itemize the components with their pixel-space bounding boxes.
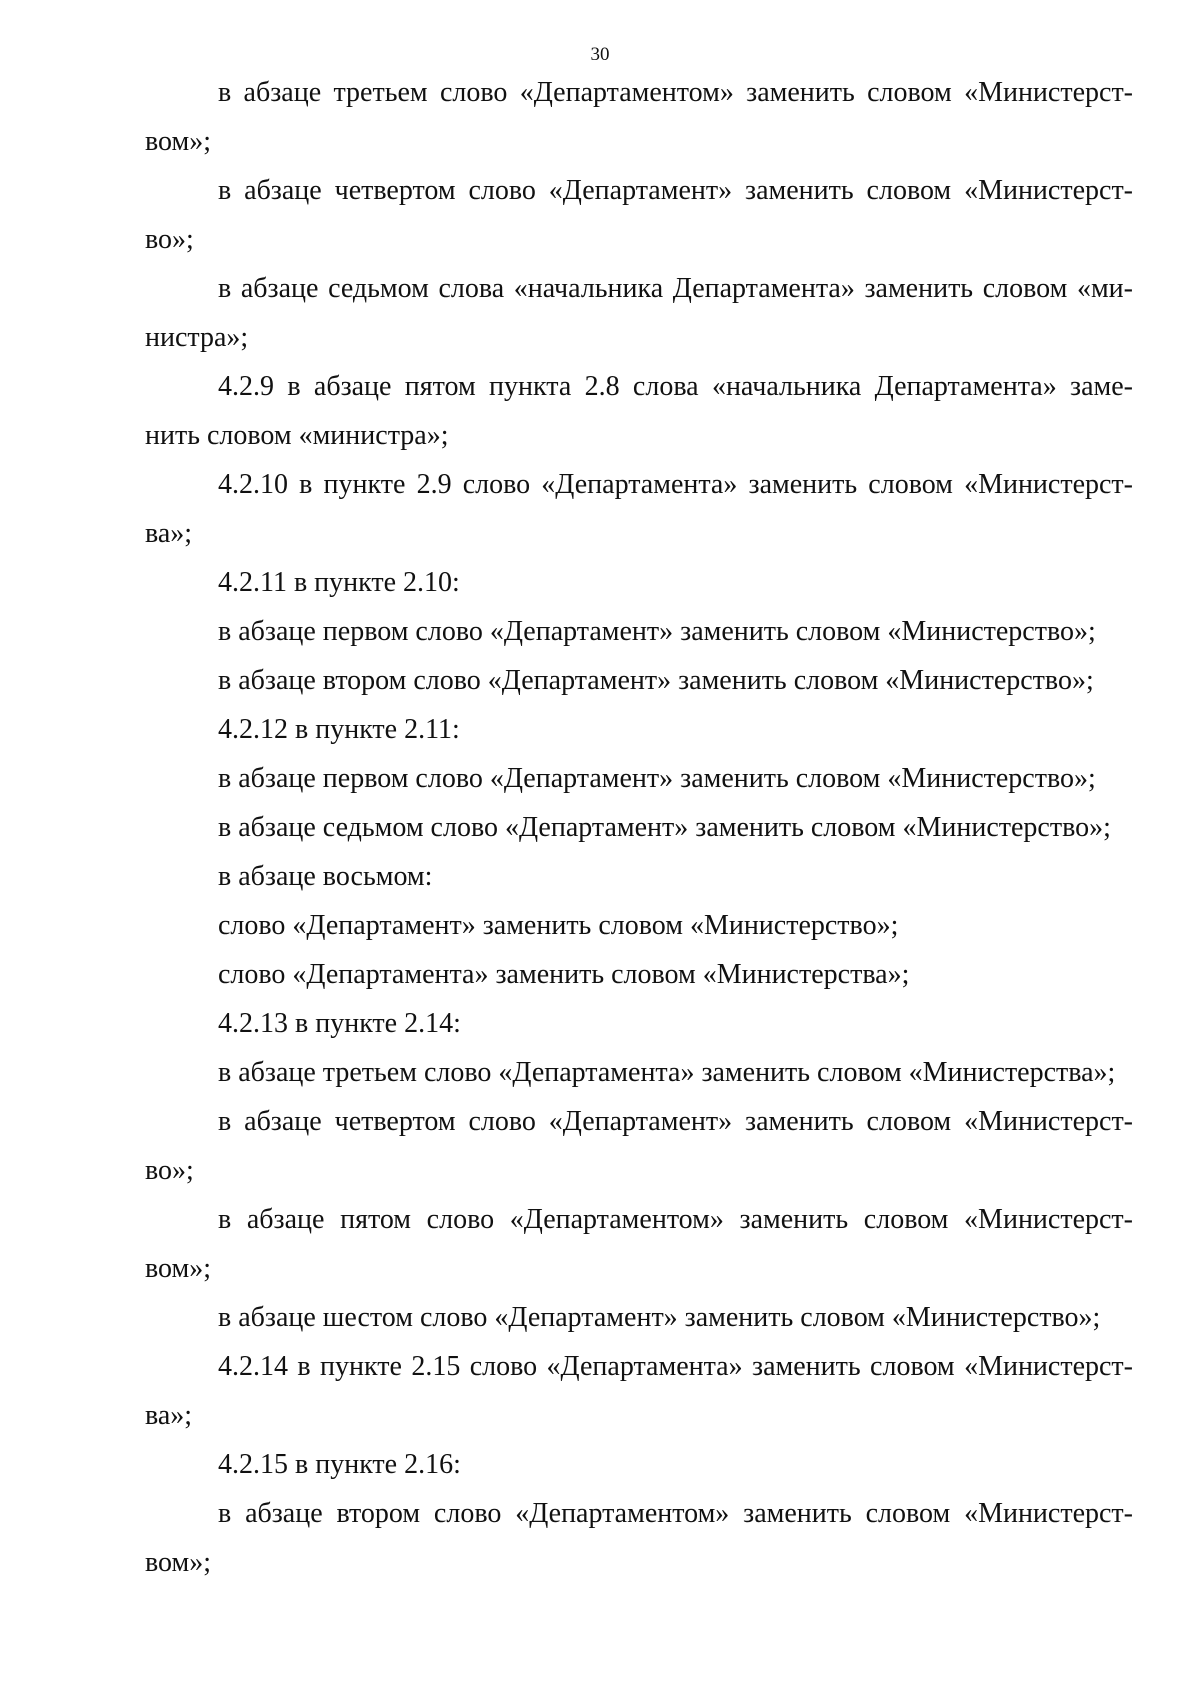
paragraph [145, 1342, 1133, 1440]
paragraph [145, 656, 1133, 705]
paragraph-line: слово «Департамента» заменить словом «Министерства»; [218, 959, 910, 990]
paragraph-line: в абзаце четвертом слово «Департамент» заменить словом «Министерст- [218, 175, 1133, 206]
paragraph-line: в абзаце восьмом: [218, 861, 433, 892]
paragraph-line: во»; [145, 224, 194, 255]
paragraph [145, 901, 1133, 950]
paragraph-line: ва»; [145, 1400, 193, 1431]
paragraph [145, 264, 1133, 362]
paragraph-line: в абзаце седьмом слова «начальника Департамента» заменить словом «ми- [218, 273, 1133, 304]
paragraph-line: в абзаце втором слово «Департамент» заменить словом «Министерство»; [218, 665, 1094, 696]
paragraph [145, 803, 1133, 852]
paragraph-line: 4.2.15 в пункте 2.16: [218, 1449, 461, 1480]
paragraph-line: в абзаце первом слово «Департамент» заменить словом «Министерство»; [218, 763, 1096, 794]
paragraph [145, 1097, 1133, 1195]
paragraph [145, 1048, 1133, 1097]
paragraph [145, 166, 1133, 264]
paragraph [145, 999, 1133, 1048]
paragraph-line: 4.2.13 в пункте 2.14: [218, 1008, 461, 1039]
paragraph-line: во»; [145, 1155, 194, 1186]
paragraph-line: 4.2.11 в пункте 2.10: [218, 567, 460, 598]
paragraph [145, 852, 1133, 901]
paragraph [145, 460, 1133, 558]
document-body [145, 68, 1133, 1587]
paragraph-line: вом»; [145, 126, 211, 157]
paragraph-line: в абзаце первом слово «Департамент» заменить словом «Министерство»; [218, 616, 1096, 647]
paragraph-line: вом»; [145, 1253, 211, 1284]
paragraph-line: в абзаце третьем слово «Департаментом» заменить словом «Министерст- [218, 77, 1133, 108]
paragraph-line: в абзаце четвертом слово «Департамент» заменить словом «Министерст- [218, 1106, 1133, 1137]
paragraph [145, 1440, 1133, 1489]
paragraph-line: в абзаце втором слово «Департаментом» заменить словом «Министерст- [218, 1498, 1133, 1529]
paragraph-line: 4.2.10 в пункте 2.9 слово «Департамента» заменить словом «Министерст- [218, 469, 1133, 500]
paragraph [145, 1195, 1133, 1293]
paragraph [145, 950, 1133, 999]
paragraph-line: в абзаце третьем слово «Департамента» заменить словом «Министерства»; [218, 1057, 1116, 1088]
paragraph [145, 1489, 1133, 1587]
paragraph [145, 362, 1133, 460]
paragraph-line: в абзаце пятом слово «Департаментом» заменить словом «Министерст- [218, 1204, 1133, 1235]
paragraph [145, 558, 1133, 607]
paragraph-line: в абзаце шестом слово «Департамент» заменить словом «Министерство»; [218, 1302, 1101, 1333]
paragraph-line: слово «Департамент» заменить словом «Министерство»; [218, 910, 899, 941]
paragraph [145, 754, 1133, 803]
paragraph-line: ва»; [145, 518, 193, 549]
paragraph-line: вом»; [145, 1547, 211, 1578]
paragraph-line: 4.2.9 в абзаце пятом пункта 2.8 слова «начальника Департамента» заме- [218, 371, 1133, 402]
paragraph-line: нистра»; [145, 322, 249, 353]
paragraph [145, 1293, 1133, 1342]
paragraph-line: нить словом «министра»; [145, 420, 449, 451]
paragraph [145, 705, 1133, 754]
page-number: 30 [590, 44, 610, 65]
paragraph-line: в абзаце седьмом слово «Департамент» заменить словом «Министерство»; [218, 812, 1111, 843]
paragraph [145, 607, 1133, 656]
paragraph-line: 4.2.12 в пункте 2.11: [218, 714, 460, 745]
paragraph-line: 4.2.14 в пункте 2.15 слово «Департамента» заменить словом «Министерст- [218, 1351, 1133, 1382]
paragraph [145, 68, 1133, 166]
